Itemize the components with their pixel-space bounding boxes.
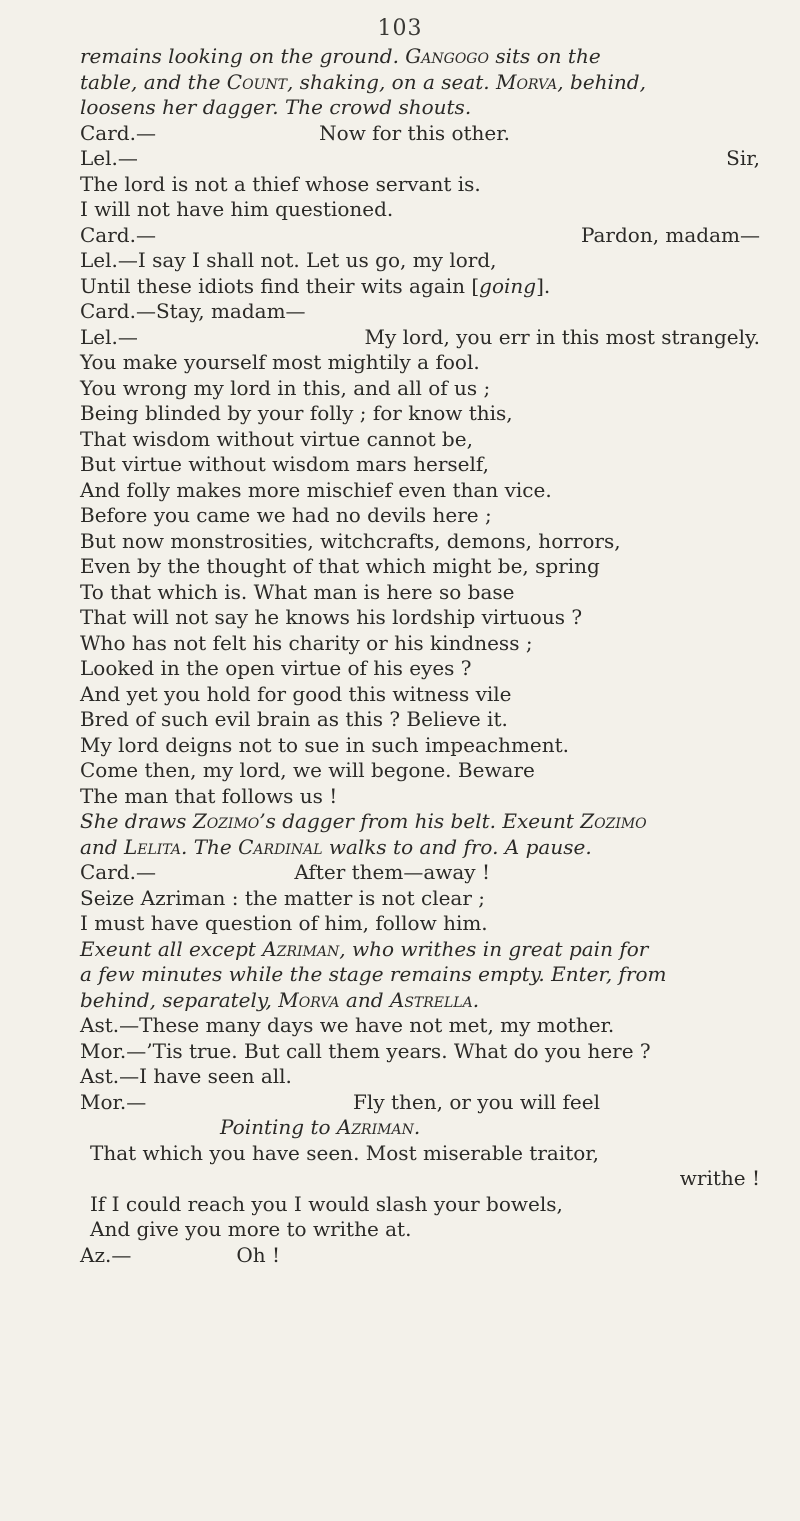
stage-direction: table, and the [80,69,227,94]
text-line [80,1115,760,1141]
line-text: Looked in the open virtue of his eyes ? [80,656,472,680]
text-line [80,44,760,70]
text-line [80,427,760,453]
text-line [80,809,760,835]
character-name: Azriman [262,936,340,961]
text-line [80,1192,760,1218]
text-line [80,401,760,427]
text-line [80,682,760,708]
line-text: That which you have seen. Most miserable traitor, [90,1140,600,1165]
character-name: Azriman [336,1115,414,1139]
line-text: My lord deigns not to sue in such impeachment. [80,732,570,757]
line-text: That will not say he knows his lordship virtuous ? [80,605,583,629]
speech-text: Oh ! [236,1242,280,1267]
line-text: The man that follows us ! [80,783,338,808]
line-text: Come then, my lord, we will begone. Beware [80,758,535,782]
text-line [80,580,760,606]
line-text: Even by the thought of that which might be, spring [80,554,600,578]
character-name: Lelita [123,834,181,859]
stage-direction: She draws [80,809,193,833]
stage-direction: . [413,1115,421,1139]
line-text: To that which is. What man is here so base [80,579,515,604]
text-line [80,962,760,988]
play-text [80,44,760,1268]
line-text: If I could reach you I would slash your bowels, [90,1191,563,1216]
text-line [80,911,760,937]
line-text: That wisdom without virtue cannot be, [80,426,473,451]
text-line [80,274,760,300]
stage-direction: remains looking on the ground. [80,44,406,68]
text-line [80,1013,760,1039]
text-line [80,197,760,223]
text-line [80,452,760,478]
speaker-label: Lel.— [80,324,138,349]
character-name: Gangogo [405,44,489,68]
stage-direction: ’s dagger from his belt. Exeunt [259,809,581,833]
speaker-label: Lel.— [80,146,138,170]
stage-direction: walks to and fro. A pause. [322,834,592,859]
line-text: Mor.—’Tis true. But call them years. What do you here ? [80,1038,651,1063]
text-line [80,376,760,402]
text-line [80,835,760,861]
text-line [80,784,760,810]
text-line [80,146,760,172]
character-name: Cardinal [238,834,323,859]
line-text: You make yourself most mightily a fool. [80,350,480,374]
text-line [80,95,760,121]
line-text: Who has not felt his charity or his kindness ; [80,630,533,655]
speech-text: Sir, [726,146,760,170]
line-text: And give you more to writhe at. [90,1217,412,1241]
stage-direction: Exeunt all except [80,936,263,961]
text-line [80,1243,760,1269]
stage-direction: and [80,834,124,859]
text-line [80,70,760,96]
character-name: Morva [496,69,558,94]
line-text: The lord is not a thief whose servant is. [80,171,481,196]
stage-direction: sits on the [488,44,601,68]
text-line [80,121,760,147]
line-text: Before you came we had no devils here ; [80,503,492,527]
line-text: And folly makes more mischief even than vice. [80,477,552,502]
stage-direction: , who writhes in great pain for [339,936,649,961]
stage-direction: . [472,987,480,1012]
text-line [80,172,760,198]
text-line [80,758,760,784]
line-text: I must have question of him, follow him. [80,911,488,935]
text-line [80,223,760,249]
stage-direction: behind, separately, [80,987,279,1012]
speaker-label: Mor.— [80,1089,147,1114]
character-name: Morva [278,987,340,1012]
line-text: Card.—Stay, madam— [80,299,306,323]
character-name: Astrella [389,987,473,1012]
stage-direction: and [339,987,390,1012]
stage-direction: going [479,273,537,298]
text-line [80,988,760,1014]
stage-direction: , behind, [557,69,646,94]
speaker-label: Card.— [80,860,156,884]
line-text: Lel.—I say I shall not. Let us go, my lord, [80,248,497,272]
line-text: But virtue without wisdom mars herself, [80,452,489,476]
speech-text: My lord, you err in this most strangely. [364,324,760,349]
text-line [80,554,760,580]
line-text: You wrong my lord in this, and all of us ; [80,375,491,400]
text-line [80,350,760,376]
text-line [80,605,760,631]
text-line [80,1217,760,1243]
stage-direction: . The [180,834,239,859]
text-line [80,299,760,325]
speaker-label: Card.— [80,222,156,247]
line-text: Being blinded by your folly ; for know this, [80,401,513,425]
text-line [80,1064,760,1090]
text-line [80,1039,760,1065]
text-line [80,707,760,733]
text-line [80,631,760,657]
text-line [80,248,760,274]
text-line [80,1090,760,1116]
line-text: I will not have him questioned. [80,197,394,221]
line-text: writhe ! [679,1166,760,1190]
text-line [80,529,760,555]
character-name: Zozimo [580,809,647,833]
text-line [80,937,760,963]
text-line [80,325,760,351]
speech-text: Now for this other. [319,120,510,145]
text-line [80,656,760,682]
line-text: And yet you hold for good this witness vile [80,681,512,706]
text-line [80,478,760,504]
text-line [80,503,760,529]
line-text: Ast.—These many days we have not met, my mother. [80,1013,615,1037]
speaker-label: Card.— [80,120,156,145]
line-text: Ast.—I have seen all. [80,1064,292,1088]
stage-direction: , shaking, on a seat. [286,69,497,94]
line-text: Seize Azriman : the matter is not clear ; [80,885,485,910]
page-number: 103 [377,16,423,41]
speech-text: After them—away ! [294,860,490,884]
character-name: Count [226,69,287,94]
line-text: ]. [536,273,551,298]
speaker-label: Az.— [80,1242,132,1267]
stage-direction: a few minutes while the stage remains empty. Enter, from [80,962,667,986]
speech-text: Pardon, madam— [580,222,760,247]
stage-direction: Pointing to [220,1115,337,1139]
text-line [80,886,760,912]
line-text: But now monstrosities, witchcrafts, demons, horrors, [80,528,621,553]
text-line [80,1141,760,1167]
text-line [80,733,760,759]
text-line [80,1166,760,1192]
text-line [80,860,760,886]
speech-text: Fly then, or you will feel [353,1089,600,1114]
stage-direction: loosens her dagger. The crowd shouts. [80,95,472,119]
character-name: Zozimo [192,809,260,833]
line-text: Bred of such evil brain as this ? Believe it. [80,707,508,731]
line-text: Until these idiots find their wits again [ [80,273,480,298]
